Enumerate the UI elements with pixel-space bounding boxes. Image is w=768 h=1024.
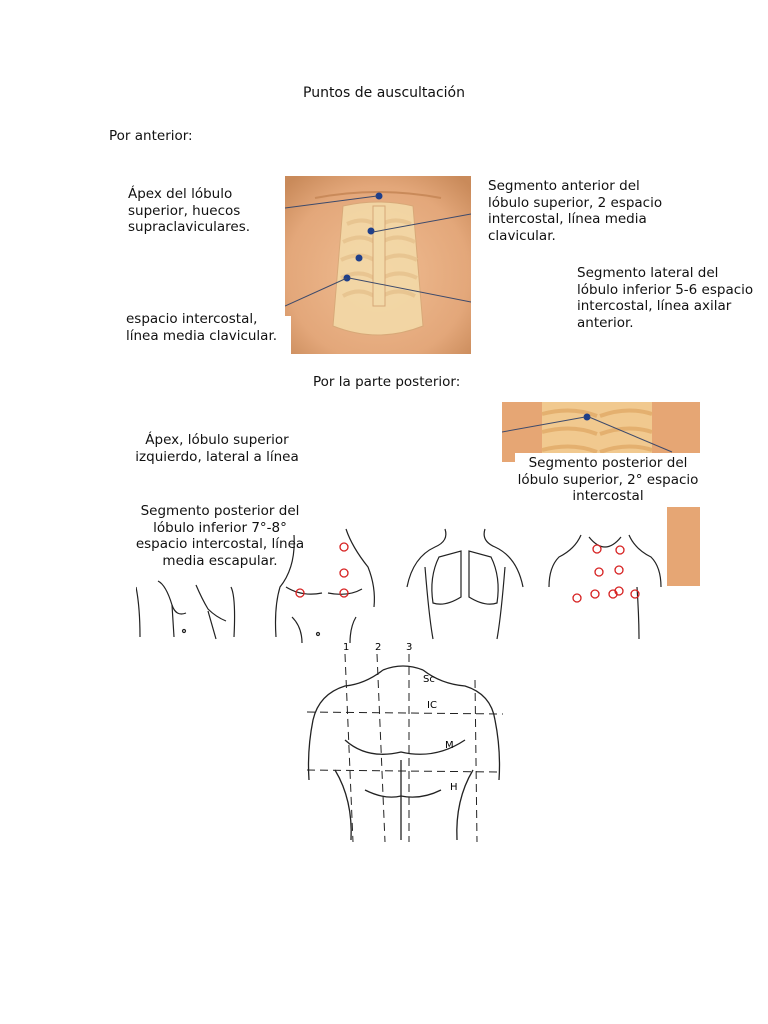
label-lower-posterior: Segmento posterior del lóbulo inferior 7°-8° espacio intercostal, línea media escapular. xyxy=(135,503,305,569)
partial-label-clip xyxy=(126,302,284,362)
label-lateral-segment: Segmento lateral del lóbulo inferior 5-6 espacio intercostal, línea axilar anterior. xyxy=(577,265,754,331)
torso-sketch-1 xyxy=(136,577,256,643)
diagram-label-3: 3 xyxy=(406,642,413,653)
label-apex-superior: Ápex del lóbulo superior, huecos supraclaviculares. xyxy=(128,186,251,235)
torso-sketch-4 xyxy=(545,527,665,643)
diagram-label-h: H xyxy=(450,782,458,793)
section-posterior-heading: Por la parte posterior: xyxy=(313,374,461,390)
page-title: Puntos de auscultación xyxy=(303,85,465,101)
diagram-label-m: M xyxy=(445,740,454,751)
label-apex-left: Ápex, lóbulo superior izquierdo, lateral a línea xyxy=(135,432,299,465)
torso-sketch-3 xyxy=(405,527,525,643)
label-partial-midclavicular: espacio intercostal, línea media clavicular. xyxy=(126,311,278,344)
section-anterior-heading: Por anterior: xyxy=(109,128,193,144)
diagram-label-2: 2 xyxy=(375,642,382,653)
label-upper-posterior: Segmento posterior del lóbulo superior, 2° espacio intercostal xyxy=(515,453,701,507)
diagram-label-ic: IC xyxy=(427,700,437,711)
torso-sketch-2 xyxy=(272,527,392,643)
reference-lines-diagram xyxy=(305,640,505,842)
diagram-label-1: 1 xyxy=(343,642,350,653)
label-anterior-segment: Segmento anterior del lóbulo superior, 2 espacio intercostal, línea media clavicular. xyxy=(488,178,663,244)
diagram-label-sc: Sc xyxy=(423,674,435,685)
anterior-chest-image xyxy=(285,176,471,354)
